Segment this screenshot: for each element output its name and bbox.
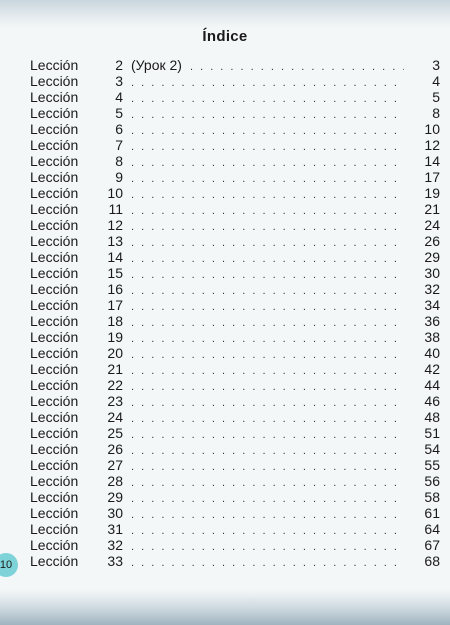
toc-entry [30, 537, 440, 553]
dot-leader [131, 91, 404, 107]
dot-leader [131, 459, 404, 475]
toc-entry-label: Lección [30, 217, 79, 233]
toc-entry-label: Lección [30, 425, 79, 441]
toc-entry [30, 329, 440, 345]
toc-entry [30, 521, 440, 537]
toc-entry-label: Lección [30, 265, 79, 281]
dot-leader [131, 299, 404, 315]
dot-leader [131, 283, 404, 299]
toc-entry-page: 17 [424, 169, 440, 185]
dot-leader [131, 491, 404, 507]
toc-entry-subtitle: (Урок 2) [131, 57, 182, 73]
dot-leader [131, 123, 404, 139]
toc-entry-label: Lección [30, 153, 79, 169]
toc-entry-label: Lección [30, 537, 79, 553]
toc-entry [30, 457, 440, 473]
toc-entry [30, 505, 440, 521]
toc-entry-label: Lección [30, 329, 79, 345]
toc-entry-number: 14 [107, 249, 123, 265]
toc-entry-page: 42 [424, 361, 440, 377]
toc-entry-label: Lección [30, 73, 79, 89]
toc-entry-page: 29 [424, 249, 440, 265]
toc-entry-number: 15 [107, 265, 123, 281]
toc-entry-page: 30 [424, 265, 440, 281]
toc-entry-label: Lección [30, 121, 79, 137]
dot-leader [131, 539, 404, 555]
dot-leader [131, 139, 404, 155]
toc-entry-label: Lección [30, 313, 79, 329]
dot-leader [131, 427, 404, 443]
toc-entry-page: 24 [424, 217, 440, 233]
toc-entry-page: 58 [424, 489, 440, 505]
dot-leader [131, 411, 404, 427]
toc-entry [30, 281, 440, 297]
page-title: Índice [202, 28, 248, 45]
toc-entry-page: 3 [432, 57, 440, 73]
toc-entry-number: 9 [115, 169, 123, 185]
dot-leader [131, 363, 404, 379]
toc-entry-page: 46 [424, 393, 440, 409]
toc-entry [30, 105, 440, 121]
toc-entry-label: Lección [30, 281, 79, 297]
toc-entry-number: 13 [107, 233, 123, 249]
toc-entry [30, 393, 440, 409]
toc-entry-label: Lección [30, 233, 79, 249]
dot-leader [131, 331, 404, 347]
toc-entry [30, 361, 440, 377]
toc-entry-number: 3 [115, 73, 123, 89]
toc-entry-page: 36 [424, 313, 440, 329]
toc-entry-number: 30 [107, 505, 123, 521]
dot-leader [131, 219, 404, 235]
toc-entry-number: 27 [107, 457, 123, 473]
toc-entry-number: 16 [107, 281, 123, 297]
toc-entry-page: 55 [424, 457, 440, 473]
toc-entry-page: 5 [432, 89, 440, 105]
toc-entry-label: Lección [30, 361, 79, 377]
toc-entry-page: 8 [432, 105, 440, 121]
dot-leader [131, 475, 404, 491]
dot-leader [131, 75, 404, 91]
dot-leader [131, 107, 404, 123]
toc-entry [30, 489, 440, 505]
dot-leader [131, 395, 404, 411]
toc-entry-label: Lección [30, 185, 79, 201]
toc-entry-number: 19 [107, 329, 123, 345]
toc-entry-number: 6 [115, 121, 123, 137]
dot-leader [131, 555, 404, 571]
toc-entry [30, 553, 440, 569]
dot-leader [131, 523, 404, 539]
toc-entry-number: 29 [107, 489, 123, 505]
toc-entry-label: Lección [30, 169, 79, 185]
toc-entry-label: Lección [30, 297, 79, 313]
toc-entry-number: 8 [115, 153, 123, 169]
toc-entry [30, 137, 440, 153]
toc-entry-number: 7 [115, 137, 123, 153]
toc-entry-number: 5 [115, 105, 123, 121]
toc-entry-page: 12 [424, 137, 440, 153]
toc-entry-label: Lección [30, 505, 79, 521]
toc-entry-number: 22 [107, 377, 123, 393]
toc-entry-number: 21 [107, 361, 123, 377]
toc-entry-page: 61 [424, 505, 440, 521]
toc-entry-number: 2 [115, 57, 123, 73]
toc-entry [30, 249, 440, 265]
toc-entry [30, 377, 440, 393]
dot-leader [131, 507, 404, 523]
toc-entry-label: Lección [30, 441, 79, 457]
toc-entry-label: Lección [30, 57, 79, 73]
toc-entry-label: Lección [30, 89, 79, 105]
toc-entry [30, 265, 440, 281]
toc-entry-page: 68 [424, 553, 440, 569]
toc-entry-number: 26 [107, 441, 123, 457]
dot-leader [131, 203, 404, 219]
toc-entry [30, 169, 440, 185]
dot-leader [131, 315, 404, 331]
toc-entry-label: Lección [30, 521, 79, 537]
table-of-contents [30, 57, 440, 569]
toc-entry-page: 54 [424, 441, 440, 457]
toc-entry-page: 10 [424, 121, 440, 137]
toc-entry-label: Lección [30, 553, 79, 569]
toc-entry [30, 217, 440, 233]
dot-leader [190, 59, 404, 75]
toc-entry [30, 425, 440, 441]
toc-entry-page: 51 [424, 425, 440, 441]
toc-entry-page: 32 [424, 281, 440, 297]
dot-leader [131, 187, 404, 203]
toc-entry-page: 38 [424, 329, 440, 345]
toc-entry-page: 21 [424, 201, 440, 217]
toc-entry-number: 12 [107, 217, 123, 233]
toc-entry [30, 297, 440, 313]
toc-entry [30, 89, 440, 105]
toc-entry-number: 32 [107, 537, 123, 553]
toc-entry-number: 4 [115, 89, 123, 105]
toc-entry-label: Lección [30, 201, 79, 217]
toc-entry-page: 56 [424, 473, 440, 489]
toc-entry-number: 31 [107, 521, 123, 537]
toc-entry [30, 57, 440, 73]
toc-entry-label: Lección [30, 105, 79, 121]
toc-entry-page: 48 [424, 409, 440, 425]
decorative-top-band [0, 0, 450, 28]
toc-entry [30, 345, 440, 361]
toc-entry [30, 121, 440, 137]
toc-entry [30, 313, 440, 329]
toc-entry-number: 17 [107, 297, 123, 313]
dot-leader [131, 235, 404, 251]
toc-entry [30, 441, 440, 457]
toc-entry-page: 34 [424, 297, 440, 313]
toc-entry [30, 185, 440, 201]
toc-entry-number: 23 [107, 393, 123, 409]
toc-entry [30, 153, 440, 169]
toc-entry-page: 19 [424, 185, 440, 201]
toc-entry [30, 409, 440, 425]
toc-entry-page: 40 [424, 345, 440, 361]
dot-leader [131, 267, 404, 283]
dot-leader [131, 379, 404, 395]
toc-entry-label: Lección [30, 473, 79, 489]
toc-entry-label: Lección [30, 457, 79, 473]
toc-entry [30, 73, 440, 89]
dot-leader [131, 443, 404, 459]
toc-entry-page: 64 [424, 521, 440, 537]
toc-entry-label: Lección [30, 345, 79, 361]
toc-entry-number: 24 [107, 409, 123, 425]
toc-entry-number: 11 [108, 201, 123, 217]
dot-leader [131, 171, 404, 187]
toc-entry-label: Lección [30, 409, 79, 425]
decorative-bottom-band [0, 589, 450, 625]
toc-entry [30, 201, 440, 217]
toc-entry [30, 473, 440, 489]
toc-entry-page: 44 [424, 377, 440, 393]
dot-leader [131, 155, 404, 171]
toc-entry-label: Lección [30, 377, 79, 393]
toc-entry-label: Lección [30, 137, 79, 153]
toc-entry-label: Lección [30, 249, 79, 265]
page-number-badge: 10 [0, 553, 18, 577]
toc-entry-number: 25 [107, 425, 123, 441]
toc-entry-label: Lección [30, 489, 79, 505]
dot-leader [131, 347, 404, 363]
toc-entry-label: Lección [30, 393, 79, 409]
toc-entry-number: 33 [107, 553, 123, 569]
toc-entry-number: 10 [107, 185, 123, 201]
dot-leader [131, 251, 404, 267]
toc-entry-number: 28 [107, 473, 123, 489]
toc-entry-page: 67 [424, 537, 440, 553]
toc-entry-page: 4 [432, 73, 440, 89]
toc-entry [30, 233, 440, 249]
toc-entry-number: 18 [107, 313, 123, 329]
toc-entry-number: 20 [107, 345, 123, 361]
toc-entry-page: 14 [424, 153, 440, 169]
toc-entry-page: 26 [424, 233, 440, 249]
